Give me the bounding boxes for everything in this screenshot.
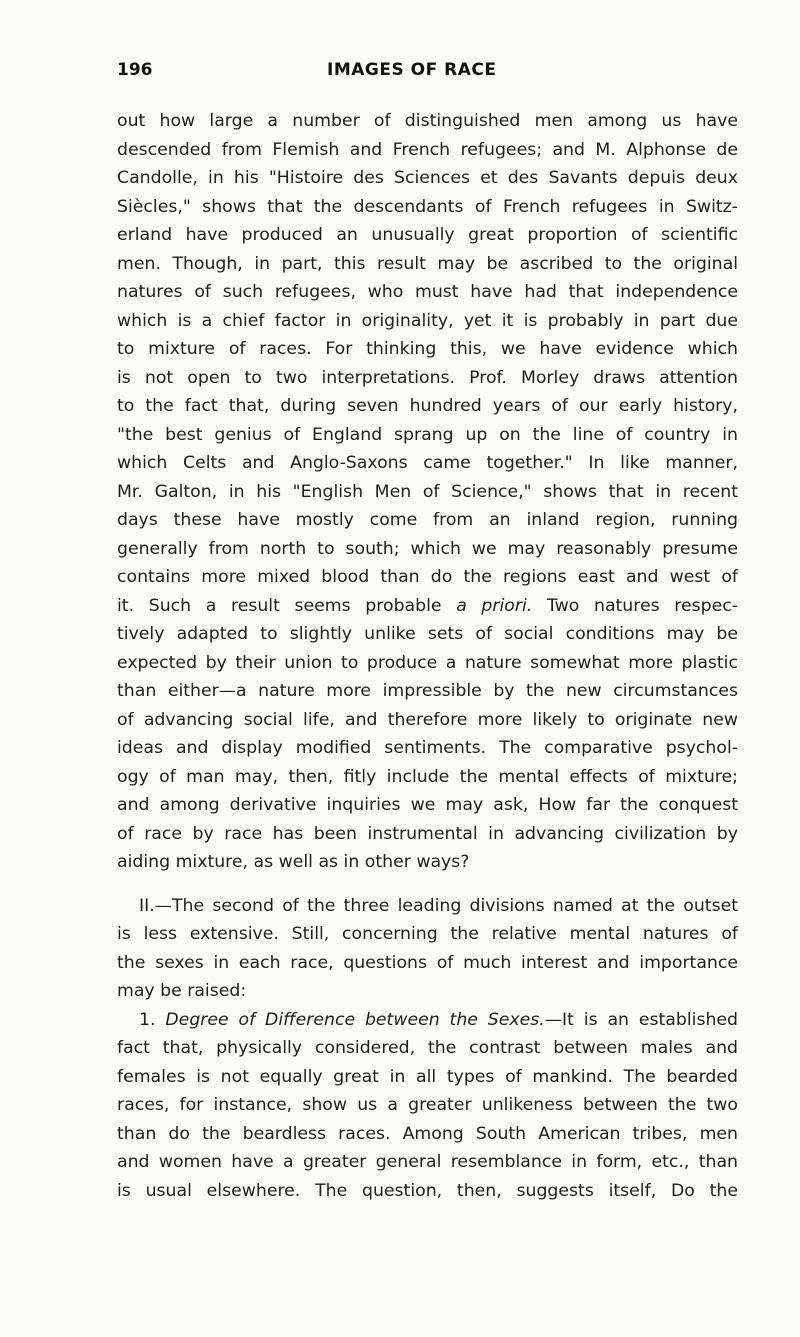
text-line: may be raised: xyxy=(117,981,247,1001)
text-line: ideas and display modified sentiments. The comparative psychol- xyxy=(117,738,738,758)
paragraph-gap xyxy=(117,877,738,892)
text-line: which is a chief factor in originality, yet it is probably in part due xyxy=(117,310,738,331)
paragraph-mixture-of-races xyxy=(117,107,738,877)
text-line: Candolle, in his "Histoire des Sciences et des Savants depuis deux xyxy=(117,168,738,188)
text-line: natures of such refugees, who must have had that independence xyxy=(117,282,738,302)
text-line: aiding mixture, as well as in other ways? xyxy=(117,852,470,872)
text-line: races, for instance, show us a greater unlikeness between the two xyxy=(117,1095,738,1115)
text-line: to mixture of races. For thinking this, we have evidence which xyxy=(117,339,738,359)
text-line: generally from north to south; which we may reasonably presume xyxy=(117,538,738,559)
text-line: expected by their union to produce a nature somewhat more plastic xyxy=(117,652,738,673)
text-line: which Celts and Anglo-Saxons came together." In like manner, xyxy=(117,453,738,473)
text-line: and among derivative inquiries we may ask, How far the conquest xyxy=(117,795,738,815)
page-number: 196 xyxy=(117,60,153,80)
text-line: "the best genius of England sprang up on the line of country in xyxy=(117,424,738,445)
text-segment: it. Such a result seems probable xyxy=(117,595,457,616)
italic-heading: Degree of Difference between the Sexes. xyxy=(165,1009,545,1030)
text-line: erland have produced an unusually great proportion of scientific xyxy=(117,225,738,245)
text-segment: Two natures respec- xyxy=(532,595,738,616)
text-line: to the fact that, during seven hundred years of our early history, xyxy=(117,396,738,416)
text-line: descended from Flemish and French refugees; and M. Alphonse de xyxy=(117,139,738,160)
paragraph-section-two xyxy=(117,892,738,1006)
text-line: men. Though, in part, this result may be ascribed to the original xyxy=(117,253,738,274)
text-line: females is not equally great in all types of mankind. The bearded xyxy=(117,1066,738,1087)
paragraph-difference-between-sexes xyxy=(117,1006,738,1206)
text-line: Mr. Galton, in his "English Men of Science," shows that in recent xyxy=(117,481,738,502)
text-line: than do the beardless races. Among South American tribes, men xyxy=(117,1123,738,1144)
text-line: than either—a nature more impressible by the new circumstances xyxy=(117,681,738,701)
text-line: tively adapted to slightly unlike sets of social conditions may be xyxy=(117,624,738,644)
text-line: out how large a number of distinguished men among us have xyxy=(117,111,738,131)
text-line: is usual elsewhere. The question, then, suggests itself, Do the xyxy=(117,1180,738,1201)
text-line: days these have mostly come from an inland region, running xyxy=(117,510,738,530)
text-segment: —It is an established xyxy=(544,1009,738,1030)
text-line: fact that, physically considered, the contrast between males and xyxy=(117,1038,738,1058)
text-line-with-italic xyxy=(117,592,738,621)
text-line: Siècles," shows that the descendants of French refugees in Switz- xyxy=(117,196,738,217)
body-text xyxy=(117,107,738,1205)
text-line: of race by race has been instrumental in advancing civilization by xyxy=(117,823,738,844)
italic-phrase: a priori. xyxy=(456,595,533,616)
list-number: 1. xyxy=(139,1009,166,1030)
running-head: IMAGES OF RACE xyxy=(327,60,497,80)
text-line: is less extensive. Still, concerning the relative mental natures of xyxy=(117,924,738,944)
text-line: of advancing social life, and therefore more likely to originate new xyxy=(117,709,738,730)
text-line: ogy of man may, then, fitly include the mental effects of mixture; xyxy=(117,766,738,787)
text-line-with-italic xyxy=(117,1006,738,1035)
page-header xyxy=(117,60,737,86)
text-line: contains more mixed blood than do the regions east and west of xyxy=(117,567,738,587)
text-line: and women have a greater general resemblance in form, etc., than xyxy=(117,1152,738,1172)
text-line: is not open to two interpretations. Prof. Morley draws attention xyxy=(117,367,738,388)
text-line: the sexes in each race, questions of much interest and importance xyxy=(117,952,738,973)
text-line: II.—The second of the three leading divisions named at the outset xyxy=(139,895,738,916)
